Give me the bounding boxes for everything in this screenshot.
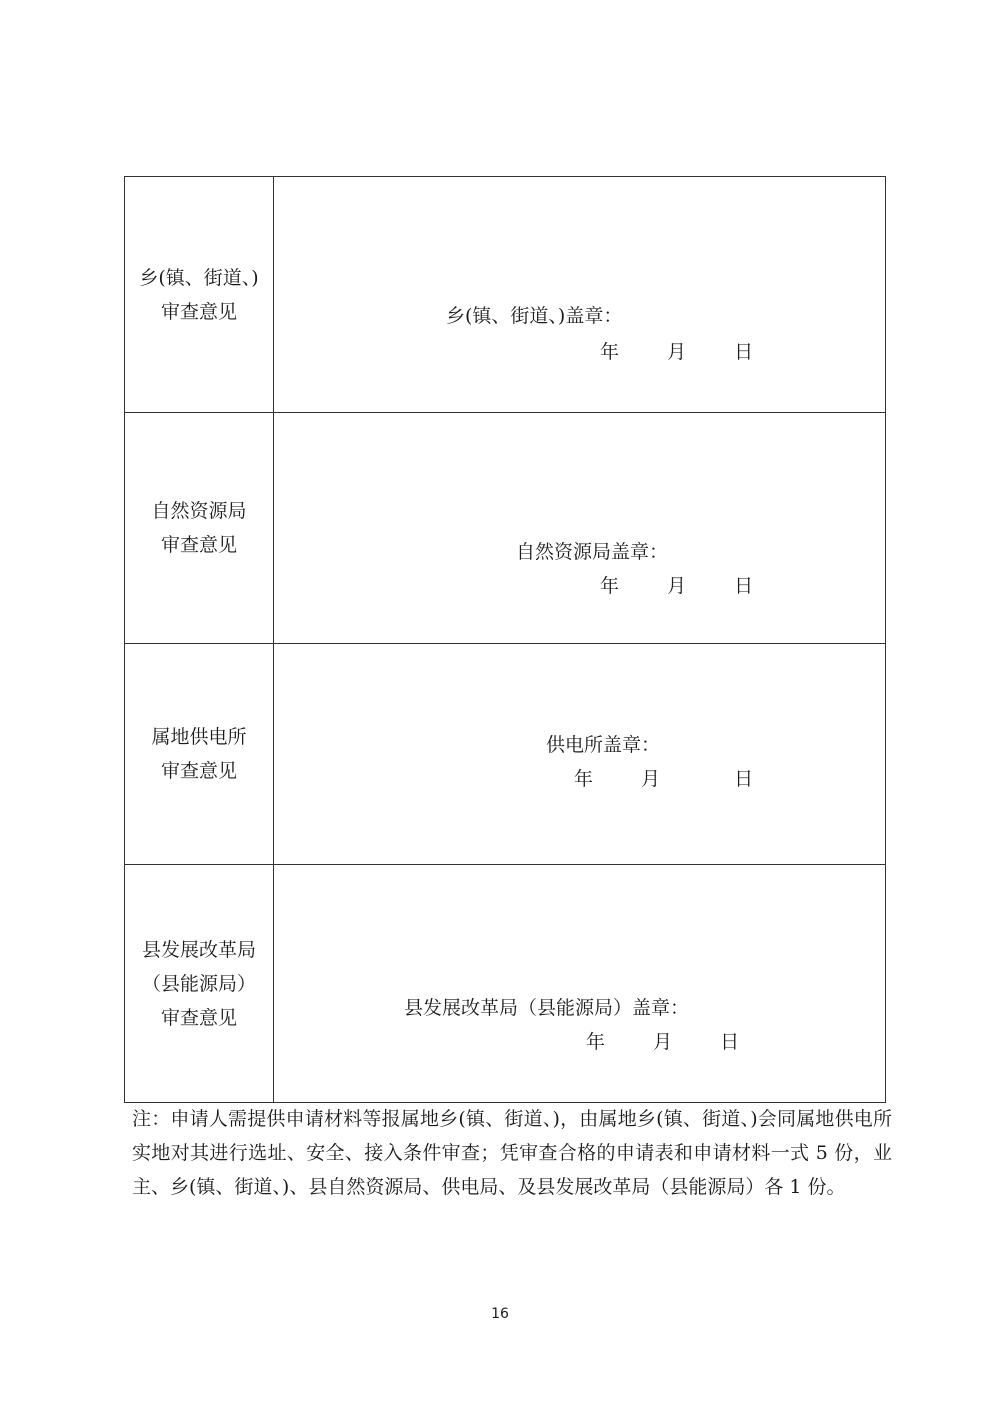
page-number: 16 (491, 1306, 509, 1322)
row-label-development-reform (125, 865, 274, 1103)
date-day: 日 (734, 575, 754, 597)
date-line (600, 337, 753, 364)
label-line: 审查意见 (160, 760, 237, 782)
review-form-table (124, 176, 886, 1103)
label-line: 属地供电所 (151, 726, 247, 748)
row-label-power-station (125, 644, 274, 865)
date-month: 月 (667, 341, 687, 363)
seal-label: 乡(镇、街道、)盖章： (446, 305, 623, 327)
seal-label: 县发展改革局（县能源局）盖章： (404, 997, 690, 1019)
date-day: 日 (720, 1031, 740, 1053)
date-month: 月 (641, 768, 661, 790)
date-day: 日 (734, 341, 754, 363)
row-label-natural-resources (125, 413, 274, 644)
review-opinion-power-station[interactable] (274, 644, 886, 865)
review-row-township (125, 177, 886, 413)
label-line: 审查意见 (160, 534, 237, 556)
date-year: 年 (600, 575, 620, 597)
label-line: 乡(镇、街道、) (139, 266, 259, 289)
date-year: 年 (574, 768, 594, 790)
label-line: 县发展改革局 (141, 938, 256, 961)
date-month: 月 (653, 1031, 673, 1053)
review-opinion-natural-resources[interactable] (274, 413, 886, 644)
date-line (600, 571, 753, 598)
label-line: 自然资源局 (151, 500, 247, 522)
review-opinion-township[interactable] (274, 177, 886, 413)
review-row-development-reform (125, 865, 886, 1103)
seal-label: 供电所盖章： (546, 734, 661, 756)
date-year: 年 (600, 341, 620, 363)
label-line: （县能源局） (141, 972, 256, 995)
date-year: 年 (586, 1031, 606, 1053)
review-row-power-station (125, 644, 886, 865)
footnote: 注：申请人需提供申请材料等报属地乡(镇、街道、)，由属地乡(镇、街道、)会同属地供电所实地对其进行选址、安全、接入条件审查；凭审查合格的申请表和申请材料一式 5 份，业主、乡(镇、街道、)、县自然资源局、供电局、及县发展改革局（县能源局）各 1 份。 (132, 1108, 892, 1198)
seal-label: 自然资源局盖章： (516, 541, 669, 563)
label-line: 审查意见 (160, 1006, 237, 1029)
review-opinion-development-reform[interactable] (274, 865, 886, 1103)
label-line: 审查意见 (160, 300, 237, 323)
date-month: 月 (667, 575, 687, 597)
review-row-natural-resources (125, 413, 886, 644)
date-line (586, 1027, 739, 1054)
date-day: 日 (734, 768, 754, 790)
date-line (574, 764, 753, 791)
row-label-township (125, 177, 274, 413)
